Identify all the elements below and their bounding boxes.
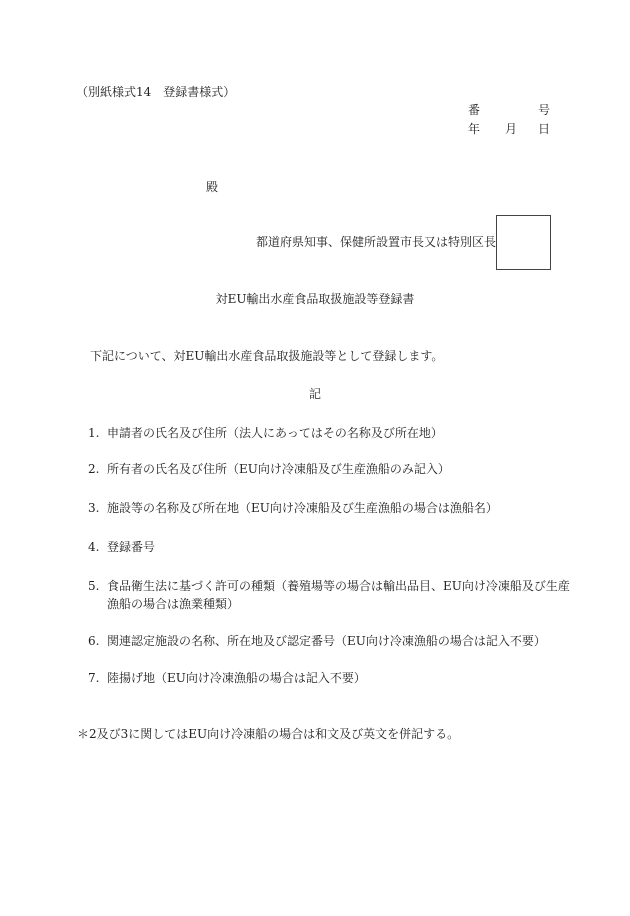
issuer: 都道府県知事、保健所設置市長又は特別区長 (255, 235, 496, 249)
number-suffix: 号 (538, 103, 551, 117)
item-number: 6. (88, 634, 100, 648)
number-label: 番 (468, 103, 481, 117)
intro-text: 下記について、対EU輸出水産食品取扱施設等として登録します。 (90, 349, 444, 363)
item-number: 5. (88, 579, 100, 593)
item-text: 漁船の場合は漁業種類） (107, 597, 240, 611)
footnote: ＊2及び3に関してはEU向け冷凍船の場合は和文及び英文を併記する。 (77, 727, 460, 741)
ki-heading: 記 (308, 387, 321, 401)
item-text: 陸揚げ地（EU向け冷凍漁船の場合は記入不要） (107, 671, 366, 685)
form-label: （別紙様式14 登録書様式） (76, 85, 236, 99)
date-day: 日 (538, 122, 551, 136)
item-number: 3. (88, 501, 100, 515)
item-text: 所有者の氏名及び住所（EU向け冷凍船及び生産漁船のみ記入） (107, 462, 450, 476)
date-year: 年 (468, 122, 481, 136)
item-number: 4. (88, 540, 100, 554)
seal-box (496, 215, 551, 270)
item-text: 申請者の氏名及び住所（法人にあってはその名称及び所在地） (107, 426, 443, 440)
item-number: 2. (88, 462, 100, 476)
item-number: 1. (88, 426, 100, 440)
document-title: 対EU輸出水産食品取扱施設等登録書 (215, 292, 415, 306)
date-month: 月 (505, 122, 518, 136)
item-text: 施設等の名称及び所在地（EU向け冷凍船及び生産漁船の場合は漁船名） (107, 501, 498, 515)
item-number: 7. (88, 671, 100, 685)
item-text: 食品衛生法に基づく許可の種類（養殖場等の場合は輸出品目、EU向け冷凍船及び生産 (107, 579, 570, 593)
item-text: 関連認定施設の名称、所在地及び認定番号（EU向け冷凍漁船の場合は記入不要） (107, 634, 546, 648)
item-text: 登録番号 (107, 540, 156, 554)
addressee-suffix: 殿 (206, 180, 219, 194)
